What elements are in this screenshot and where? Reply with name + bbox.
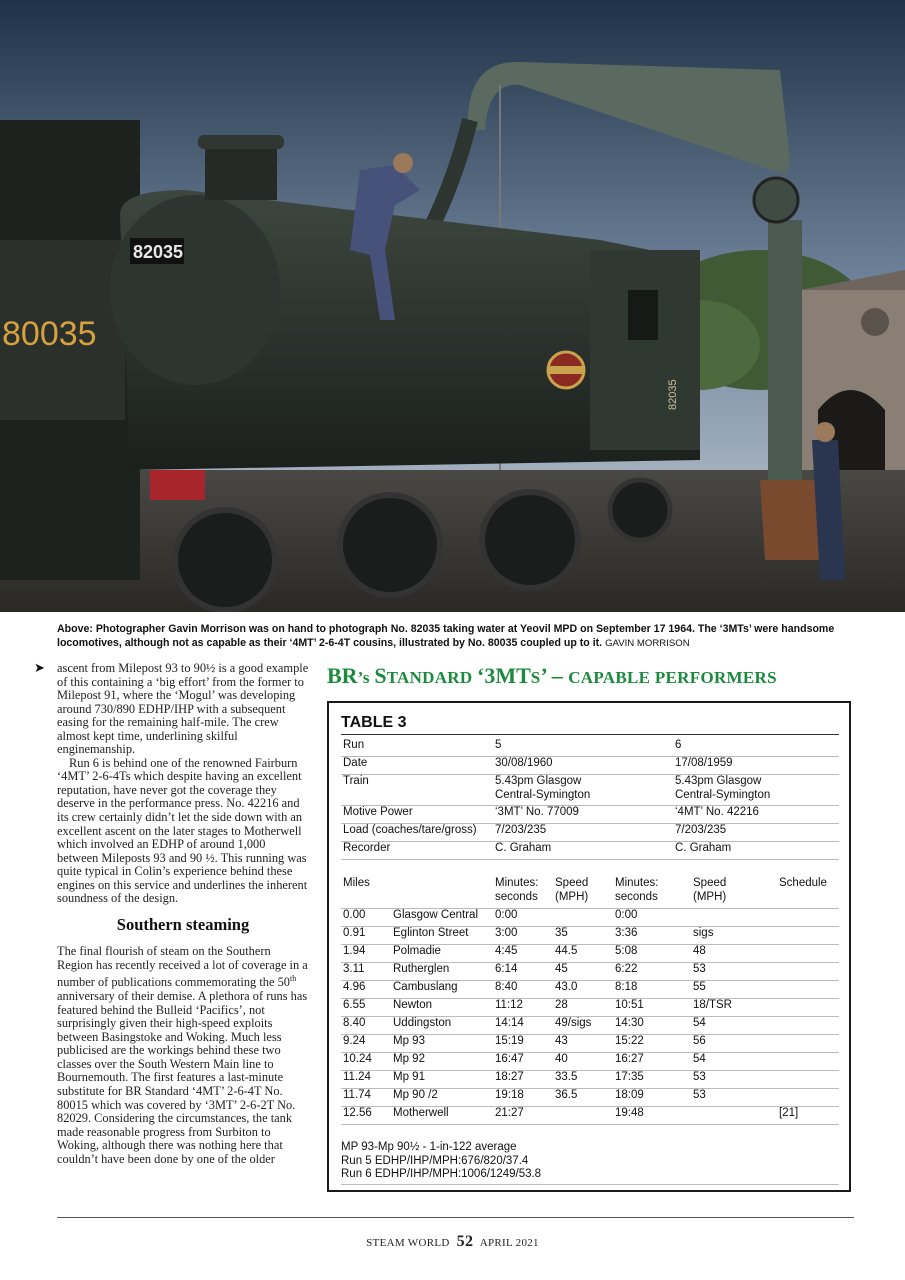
info-label: Train <box>341 775 493 806</box>
cell-miles: 11.24 <box>341 1071 391 1089</box>
page-number: 52 <box>456 1233 474 1250</box>
water-column <box>768 220 802 490</box>
header-minutes-run6: Minutes: seconds <box>613 877 691 909</box>
cell-spd6: 53 <box>691 963 777 981</box>
header-minutes-run5: Minutes: seconds <box>493 877 553 909</box>
table-row <box>341 1035 839 1053</box>
table-row <box>341 981 839 999</box>
table-row <box>341 1107 839 1125</box>
cell-location: Polmadie <box>391 945 493 963</box>
cell-schedule <box>777 1035 839 1053</box>
info-run6: ‘4MT’ No. 42216 <box>673 806 839 824</box>
info-run6: 17/08/1959 <box>673 757 839 775</box>
cell-min5: 19:18 <box>493 1089 553 1107</box>
cell-location: Motherwell <box>391 1107 493 1125</box>
cell-min6: 16:27 <box>613 1053 691 1071</box>
caption-text: Above: Photographer Gavin Morrison was on hand to photograph No. 82035 taking water at Yeovil MPD on September 17 1964. The ‘3MTs’ were handsome locomotives, although not as capable as their ‘4MT’ 2-6-4T cousins, illustrated by No. 80035 coupled up to it. <box>57 623 835 649</box>
table-3-box <box>327 701 851 1192</box>
locomotive-illustration <box>0 0 905 612</box>
cell-spd6: 55 <box>691 981 777 999</box>
cell-spd6: 56 <box>691 1035 777 1053</box>
cell-spd6: 18/TSR <box>691 999 777 1017</box>
table-row <box>341 1089 839 1107</box>
cell-min5: 8:40 <box>493 981 553 999</box>
cell-location: Mp 90 /2 <box>391 1089 493 1107</box>
cell-min5: 18:27 <box>493 1071 553 1089</box>
cab <box>590 250 700 450</box>
cell-schedule <box>777 999 839 1017</box>
cell-location: Newton <box>391 999 493 1017</box>
cell-spd6: 53 <box>691 1071 777 1089</box>
timings-table <box>341 877 839 1125</box>
cover-photo <box>0 0 905 612</box>
table-row <box>341 1071 839 1089</box>
cell-schedule <box>777 1089 839 1107</box>
cell-min5: 11:12 <box>493 999 553 1017</box>
buffer-beam <box>150 470 205 500</box>
info-run5: 5 <box>493 739 673 757</box>
cell-min6: 15:22 <box>613 1035 691 1053</box>
info-label: Date <box>341 757 493 775</box>
cell-spd5: 28 <box>553 999 613 1017</box>
svg-text:82035: 82035 <box>133 242 184 262</box>
cell-miles: 12.56 <box>341 1107 391 1125</box>
cell-spd6: 54 <box>691 1017 777 1035</box>
cell-min6: 17:35 <box>613 1071 691 1089</box>
cell-min6: 14:30 <box>613 1017 691 1035</box>
note-run5: Run 5 EDHP/IHP/MPH:676/820/37.4 <box>341 1154 529 1167</box>
table-title-rule <box>341 734 839 735</box>
cell-min5: 14:14 <box>493 1017 553 1035</box>
photo-credit: GAVIN MORRISON <box>605 638 690 649</box>
cell-spd5: 45 <box>553 963 613 981</box>
loco-number-80035: 80035 <box>2 315 97 353</box>
table-row <box>341 999 839 1017</box>
cell-min5: 15:19 <box>493 1035 553 1053</box>
cell-miles: 6.55 <box>341 999 391 1017</box>
cell-spd5: 49/sigs <box>553 1017 613 1035</box>
cell-location: Eglinton Street <box>391 927 493 945</box>
cell-miles: 11.74 <box>341 1089 391 1107</box>
info-row <box>341 739 839 757</box>
table-title: TABLE 3 <box>341 714 407 731</box>
info-row <box>341 757 839 775</box>
article-body <box>57 662 309 1166</box>
info-run6: C. Graham <box>673 842 839 860</box>
cell-location: Mp 93 <box>391 1035 493 1053</box>
article-headline: BR’s STANDARD ‘3MTS’ – CAPABLE PERFORMERS <box>327 663 777 688</box>
cell-min6: 8:18 <box>613 981 691 999</box>
cell-spd5: 35 <box>553 927 613 945</box>
cell-min6: 19:48 <box>613 1107 691 1125</box>
cell-min6: 5:08 <box>613 945 691 963</box>
table-row <box>341 909 839 927</box>
photo-caption <box>57 622 857 651</box>
cell-min6: 3:36 <box>613 927 691 945</box>
continuation-arrow-icon: ➤ <box>34 661 45 676</box>
paragraph-2: Run 6 is behind one of the renowned Fairburn ‘4MT’ 2-6-4Ts which despite having an excellent reputation, have never got the coverage they deserve in the performance press. No. 42216 and its crew certainly didn’t let the side down with an excellent ascent on the later stages to Motherwell which involved an EDHP of around 1,000 between Mileposts 93 and 90 ½. This running was quite typical in Colin’s experience behind these engines on this service and underlines the inherent soundness of the design. <box>57 755 308 906</box>
info-run6: 7/203/235 <box>673 824 839 842</box>
header-schedule: Schedule <box>777 877 839 909</box>
table-row <box>341 927 839 945</box>
info-label: Motive Power <box>341 806 493 824</box>
cell-miles: 0.00 <box>341 909 391 927</box>
page-footer <box>0 1233 905 1251</box>
cell-spd5: 43.0 <box>553 981 613 999</box>
cell-miles: 0.91 <box>341 927 391 945</box>
cell-min6: 10:51 <box>613 999 691 1017</box>
table-notes <box>341 1141 839 1182</box>
driving-wheel <box>175 510 275 610</box>
cell-schedule <box>777 945 839 963</box>
info-row <box>341 842 839 860</box>
cell-min5: 3:00 <box>493 927 553 945</box>
issue-date: APRIL 2021 <box>479 1237 539 1249</box>
cell-spd6: 54 <box>691 1053 777 1071</box>
cell-spd5: 36.5 <box>553 1089 613 1107</box>
header-speed-run5: Speed (MPH) <box>553 877 613 909</box>
table-row <box>341 963 839 981</box>
cell-schedule <box>777 927 839 945</box>
cell-schedule <box>777 963 839 981</box>
cell-miles: 4.96 <box>341 981 391 999</box>
cell-schedule: [21] <box>777 1107 839 1125</box>
info-run5: 5.43pm Glasgow Central-Symington <box>493 775 673 806</box>
cell-min6: 0:00 <box>613 909 691 927</box>
cell-schedule <box>777 909 839 927</box>
cell-miles: 8.40 <box>341 1017 391 1035</box>
info-row <box>341 775 839 806</box>
cell-location: Rutherglen <box>391 963 493 981</box>
cell-location: Uddingston <box>391 1017 493 1035</box>
cell-min5: 4:45 <box>493 945 553 963</box>
cell-spd6 <box>691 1107 777 1125</box>
cell-spd6: sigs <box>691 927 777 945</box>
cell-spd5: 33.5 <box>553 1071 613 1089</box>
paragraph-3: The final flourish of steam on the Southern Region has recently received a lot of coverage in a number of publications commemorating the 50th anniversary of their demise. A plethora of runs has featured behind the Bulleid ‘Pacifics’, not surprisingly given their high-speed exploits between Basingstoke and Woking. Much less publicised are the workings behind these two classes over the South Western Main line to Bournemouth. The first features a last-minute substitute for BR Standard ‘4MT’ 2-6-4T No. 80015 which was covered by ‘3MT’ 2-6-2T No. 82029. Considering the circumstances, the tank made reasonable progress from Surbiton to Woking, although there was nothing here that couldn’t have been done by one of the older <box>57 944 308 1166</box>
info-run6: 5.43pm Glasgow Central-Symington <box>673 775 839 806</box>
info-run5: 30/08/1960 <box>493 757 673 775</box>
info-row <box>341 824 839 842</box>
cell-spd6 <box>691 909 777 927</box>
paragraph-1: ascent from Milepost 93 to 90½ is a good example of this containing a ‘big effort’ from the former to Milepost 91, where the ‘Mogul’ was developing around 730/890 EDHP/IHP with a subsequent easing for the remaining half-mile. The crew almost kept time, underlining skilful enginemanship. <box>57 661 309 757</box>
header-miles: Miles <box>341 877 493 909</box>
cell-spd5: 44.5 <box>553 945 613 963</box>
cell-spd6: 53 <box>691 1089 777 1107</box>
cell-location: Glasgow Central <box>391 909 493 927</box>
cell-min5: 0:00 <box>493 909 553 927</box>
info-label: Load (coaches/tare/gross) <box>341 824 493 842</box>
cell-spd5: 43 <box>553 1035 613 1053</box>
info-run5: 7/203/235 <box>493 824 673 842</box>
table-row <box>341 945 839 963</box>
cell-location: Mp 92 <box>391 1053 493 1071</box>
cell-spd5: 40 <box>553 1053 613 1071</box>
timings-header-row <box>341 877 839 909</box>
cell-miles: 1.94 <box>341 945 391 963</box>
notes-rule <box>341 1184 839 1185</box>
cell-min6: 18:09 <box>613 1089 691 1107</box>
magazine-name: STEAM WORLD <box>366 1237 450 1249</box>
table-row <box>341 1017 839 1035</box>
cell-schedule <box>777 1053 839 1071</box>
cell-spd5 <box>553 909 613 927</box>
cell-min5: 16:47 <box>493 1053 553 1071</box>
table-row <box>341 1053 839 1071</box>
note-run6: Run 6 EDHP/IHP/MPH:1006/1249/53.8 <box>341 1168 542 1180</box>
footer-rule <box>57 1217 854 1218</box>
cell-min6: 6:22 <box>613 963 691 981</box>
cell-schedule <box>777 981 839 999</box>
cell-schedule <box>777 1017 839 1035</box>
info-run5: C. Graham <box>493 842 673 860</box>
run-info-table <box>341 739 839 860</box>
info-run6: 6 <box>673 739 839 757</box>
info-row <box>341 806 839 824</box>
cell-location: Mp 91 <box>391 1071 493 1089</box>
header-speed-run6: Speed (MPH) <box>691 877 777 909</box>
subheading: Southern steaming <box>116 914 250 934</box>
cell-schedule <box>777 1071 839 1089</box>
cell-miles: 3.11 <box>341 963 391 981</box>
cell-miles: 10.24 <box>341 1053 391 1071</box>
info-run5: ‘3MT’ No. 77009 <box>493 806 673 824</box>
cell-spd6: 48 <box>691 945 777 963</box>
info-label: Recorder <box>341 842 493 860</box>
info-label: Run <box>341 739 493 757</box>
cell-min5: 6:14 <box>493 963 553 981</box>
cell-min5: 21:27 <box>493 1107 553 1125</box>
note-gradient: MP 93-Mp 90½ - 1-in-122 average <box>341 1141 517 1153</box>
svg-text:82035: 82035 <box>667 379 679 410</box>
cell-location: Cambuslang <box>391 981 493 999</box>
smokebox <box>110 195 280 385</box>
cell-spd5 <box>553 1107 613 1125</box>
cell-miles: 9.24 <box>341 1035 391 1053</box>
